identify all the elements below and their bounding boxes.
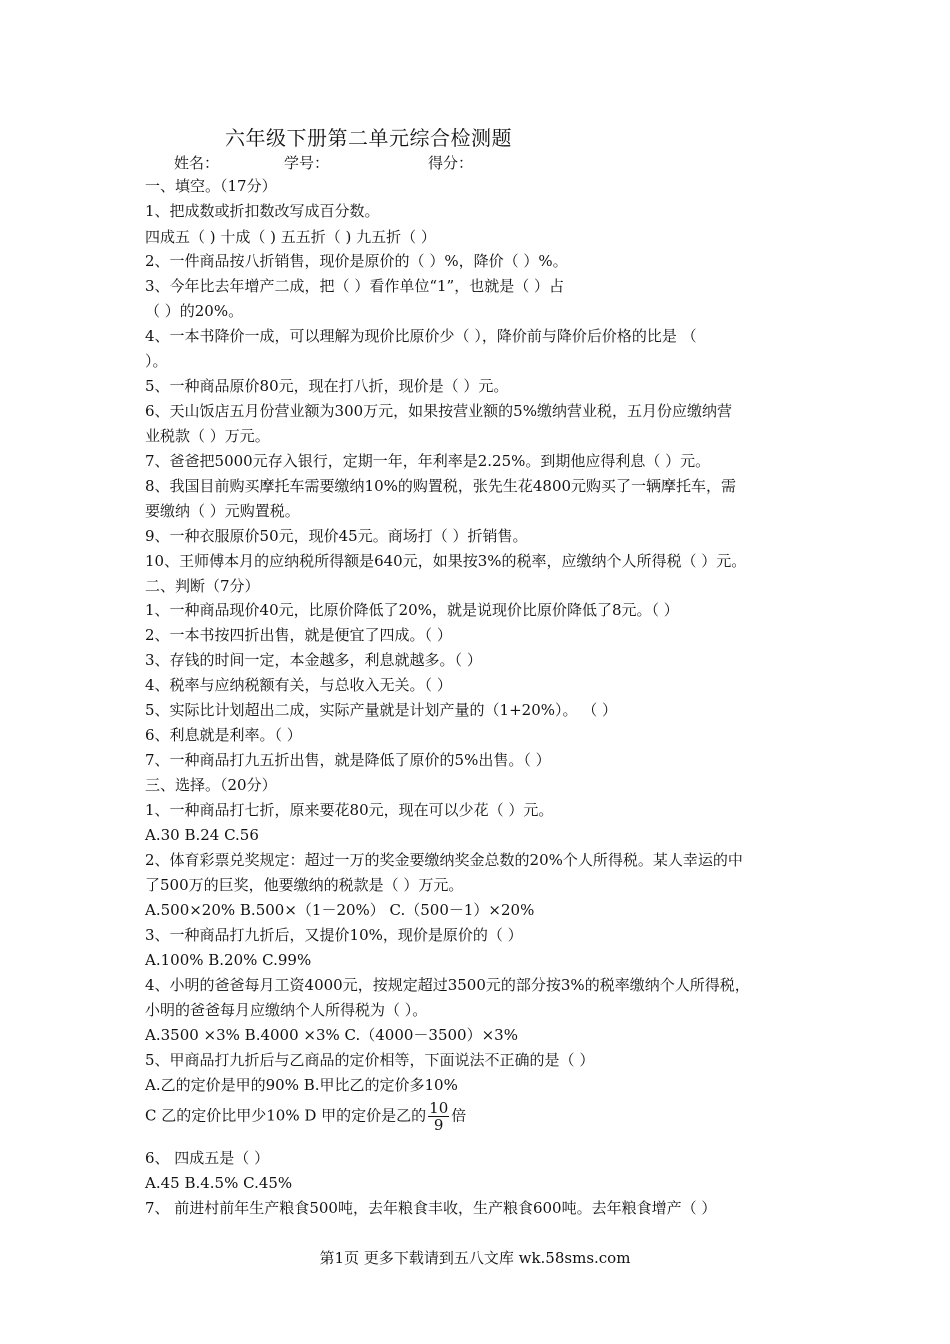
text-line: 一、填空。（17分）: [145, 177, 277, 195]
text-line: 了500万的巨奖，他要缴纳的税款是（ ）万元。: [145, 876, 464, 894]
text-line: 6、利息就是利率。（ ）: [145, 726, 302, 744]
fraction-numerator: 10: [429, 1099, 449, 1117]
text-line: 1、一种商品打七折，原来要花80元，现在可以少花（ ）元。: [145, 801, 554, 819]
name-label: 姓名：: [174, 154, 220, 172]
text-line: 5、实际比计划超出二成，实际产量就是计划产量的（1+20%）。 （ ）: [145, 701, 618, 719]
text-line: 小明的爸爸每月应缴纳个人所得税为（ ）。: [145, 1001, 428, 1019]
text-line: 4、一本书降价一成，可以理解为现价比原价少（ ），降价前与降价后价格的比是 （: [145, 327, 697, 345]
text-line: 4、小明的爸爸每月工资4000元，按规定超过3500元的部分按3%的税率缴纳个人所得税，: [145, 976, 750, 994]
text-line: 7、 前进村前年生产粮食500吨，去年粮食丰收，生产粮食600吨。去年粮食增产（ ）: [145, 1199, 717, 1217]
text-line: 10、王师傅本月的应纳税所得额是640元，如果按3%的税率，应缴纳个人所得税（ ）元。: [145, 552, 747, 570]
text-line: 3、一种商品打九折后，又提价10%，现价是原价的（ ）: [145, 926, 523, 944]
text-line: 3、今年比去年增产二成，把（ ）看作单位“1”，也就是（ ）占: [145, 277, 564, 295]
page-footer: 第1页 更多下载请到五八文库 wk.58sms.com: [319, 1249, 631, 1267]
fraction-line-after: 倍: [451, 1106, 467, 1125]
score-label: 得分：: [428, 154, 474, 172]
text-line: 6、 四成五是（ ）: [145, 1149, 270, 1167]
text-line: 2、一本书按四折出售，就是便宜了四成。（ ）: [145, 626, 452, 644]
text-line: 7、爸爸把5000元存入银行，定期一年，年利率是2.25%。到期他应得利息（ ）元。: [145, 452, 711, 470]
text-line: 要缴纳（ ）元购置税。: [145, 502, 300, 520]
text-line: ）。: [145, 352, 168, 370]
text-line: 1、把成数或折扣数改写成百分数。: [145, 202, 380, 220]
text-line: （ ）的20%。: [145, 302, 244, 320]
fraction-line-before: C 乙的定价比甲少10% D 甲的定价是乙的: [145, 1106, 427, 1125]
text-line: A.45 B.4.5% C.45%: [145, 1174, 293, 1192]
text-line: 二、判断（7分）: [145, 577, 260, 595]
number-label: 学号：: [284, 154, 330, 172]
text-line: A.100% B.20% C.99%: [145, 951, 312, 969]
text-line: A.500×20% B.500×（1－20%） C.（500－1）×20%: [145, 901, 535, 919]
text-line: 业税款（ ）万元。: [145, 427, 270, 445]
text-line: 5、一种商品原价80元，现在打八折，现价是（ ）元。: [145, 377, 509, 395]
question-line-fraction: [145, 1100, 466, 1133]
text-line: 7、一种商品打九五折出售，就是降低了原价的5%出售。（ ）: [145, 751, 551, 769]
text-line: 8、我国目前购买摩托车需要缴纳10%的购置税，张先生花4800元购买了一辆摩托车，需: [145, 477, 737, 495]
text-line: 三、选择。（20分）: [145, 776, 277, 794]
text-line: A.30 B.24 C.56: [145, 826, 259, 844]
fraction-denominator: 9: [433, 1116, 444, 1134]
text-line: 2、体育彩票兑奖规定：超过一万的奖金要缴纳奖金总数的20%个人所得税。某人幸运的中: [145, 851, 743, 869]
text-line: 四成五（ ) 十成（ ) 五五折（ ) 九五折（ ）: [145, 228, 436, 246]
fraction: [428, 1100, 449, 1133]
text-line: 3、存钱的时间一定，本金越多，利息就越多。（ ）: [145, 651, 482, 669]
text-line: 6、天山饭店五月份营业额为300万元，如果按营业额的5%缴纳营业税，五月份应缴纳营: [145, 402, 732, 420]
text-line: 4、税率与应纳税额有关，与总收入无关。（ ）: [145, 676, 452, 694]
text-line: A.乙的定价是甲的90% B.甲比乙的定价多10%: [145, 1076, 458, 1094]
text-line: 2、一件商品按八折销售，现价是原价的（ ）%，降价（ ）%。: [145, 252, 568, 270]
text-line: A.3500 ×3% B.4000 ×3% C.（4000－3500）×3%: [145, 1026, 518, 1044]
text-line: 9、一种衣服原价50元，现价45元。商场打（ ）折销售。: [145, 527, 528, 545]
text-line: 5、甲商品打九折后与乙商品的定价相等，下面说法不正确的是（ ）: [145, 1051, 595, 1069]
text-line: 1、一种商品现价40元，比原价降低了20%，就是说现价比原价降低了8元。（ ）: [145, 601, 679, 619]
page-title: 六年级下册第二单元综合检测题: [225, 126, 512, 150]
